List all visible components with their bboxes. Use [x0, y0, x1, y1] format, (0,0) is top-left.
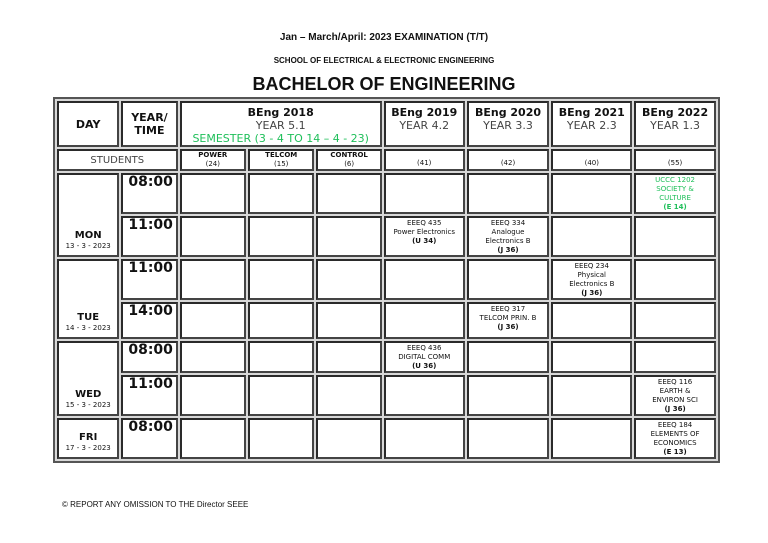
exam-line: CULTURE	[659, 194, 691, 202]
exam-room: (J 36)	[497, 323, 519, 331]
student-count: (15)	[274, 160, 289, 168]
time-cell: 08:00	[121, 173, 177, 214]
student-count: (42)	[500, 158, 516, 167]
student-group: CONTROL	[330, 151, 368, 159]
program-name: BEng 2021	[558, 106, 625, 119]
empty-cell	[248, 173, 314, 214]
exam-cell	[467, 216, 550, 257]
students-row	[57, 149, 716, 171]
timetable-row	[57, 173, 716, 214]
program-name: BEng 2020	[474, 106, 542, 119]
student-group: POWER	[198, 151, 228, 159]
empty-cell	[551, 173, 632, 214]
empty-cell	[316, 418, 381, 459]
empty-cell	[316, 173, 381, 214]
timetable-row	[57, 259, 716, 300]
time-cell: 14:00	[121, 302, 177, 339]
time-cell: 08:00	[121, 418, 177, 459]
day-cell	[57, 173, 119, 257]
header-row	[57, 101, 716, 147]
day-cell	[57, 341, 119, 416]
empty-cell	[467, 173, 550, 214]
exam-line: Electronics B	[569, 280, 615, 288]
empty-cell	[551, 418, 632, 459]
students-count-cell	[634, 149, 716, 171]
day-cell	[57, 418, 119, 459]
empty-cell	[316, 259, 381, 300]
exam-line: ELEMENTS OF	[650, 430, 700, 438]
exam-line: ENVIRON SCI	[652, 396, 698, 404]
school-heading: SCHOOL OF ELECTRICAL & ELECTRONIC ENGINEERING	[273, 56, 495, 65]
empty-cell	[248, 375, 314, 416]
exam-cell	[384, 341, 465, 373]
day-name: FRI	[79, 432, 98, 443]
empty-cell	[634, 216, 716, 257]
program-name: BEng 2019	[391, 106, 458, 119]
program-year: YEAR 5.1	[255, 119, 306, 132]
empty-cell	[180, 216, 246, 257]
exam-line: EEEQ 184	[657, 421, 693, 429]
program-header	[551, 101, 632, 147]
student-count: (41)	[417, 158, 432, 167]
student-group: TELCOM	[265, 151, 298, 159]
day-date: 17 - 3 - 2023	[65, 444, 111, 452]
timetable-row	[57, 418, 716, 459]
program-header	[180, 101, 382, 147]
empty-cell	[248, 216, 314, 257]
empty-cell	[248, 341, 314, 373]
program-header	[384, 101, 465, 147]
empty-cell	[316, 216, 381, 257]
empty-cell	[467, 418, 550, 459]
program-name: BEng 2018	[247, 106, 314, 119]
empty-cell	[467, 375, 550, 416]
program-year: YEAR 1.3	[650, 119, 700, 132]
exam-room: (J 36)	[497, 246, 519, 254]
timetable-row	[57, 302, 716, 339]
exam-room: (E 14)	[663, 203, 687, 211]
students-count-cell	[316, 149, 381, 171]
exam-timetable	[53, 97, 720, 463]
day-date: 13 - 3 - 2023	[65, 242, 111, 250]
empty-cell	[634, 259, 716, 300]
students-count-cell	[180, 149, 246, 171]
empty-cell	[180, 375, 246, 416]
empty-cell	[248, 418, 314, 459]
exam-room: (J 36)	[664, 405, 686, 413]
time-cell: 11:00	[121, 216, 177, 257]
exam-line: Power Electronics	[393, 228, 455, 236]
empty-cell	[551, 216, 632, 257]
exam-room: (E 13)	[663, 448, 687, 456]
exam-line: Analogue	[491, 228, 525, 236]
exam-line: UCCC 1202	[655, 176, 695, 184]
students-count-cell	[248, 149, 314, 171]
day-date: 15 - 3 - 2023	[65, 401, 111, 409]
exam-cell	[384, 216, 465, 257]
empty-cell	[180, 173, 246, 214]
empty-cell	[180, 302, 246, 339]
student-count: (6)	[344, 160, 355, 168]
day-name: TUE	[77, 312, 100, 323]
empty-cell	[248, 302, 314, 339]
students-count-cell	[467, 149, 550, 171]
timetable-row	[57, 341, 716, 373]
day-name: WED	[75, 389, 102, 400]
exam-cell	[634, 173, 716, 214]
students-count-cell	[551, 149, 632, 171]
exam-line: TELCOM PRIN. B	[479, 314, 537, 322]
exam-line: Electronics B	[485, 237, 531, 245]
empty-cell	[384, 302, 465, 339]
empty-cell	[634, 302, 716, 339]
exam-line: ECONOMICS	[653, 439, 697, 447]
empty-cell	[634, 341, 716, 373]
empty-cell	[248, 259, 314, 300]
time-cell: 11:00	[121, 259, 177, 300]
empty-cell	[551, 375, 632, 416]
exam-room: (U 36)	[412, 362, 437, 370]
exam-line: EEEQ 334	[490, 219, 526, 227]
day-date: 14 - 3 - 2023	[65, 324, 111, 332]
empty-cell	[384, 259, 465, 300]
exam-cell	[551, 259, 632, 300]
page-title: BACHELOR OF ENGINEERING	[252, 74, 516, 94]
student-count: (40)	[584, 158, 599, 167]
program-year: YEAR 4.2	[399, 119, 450, 132]
empty-cell	[384, 375, 465, 416]
empty-cell	[551, 341, 632, 373]
exam-room: (U 34)	[412, 237, 437, 245]
exam-line: SOCIETY &	[656, 185, 694, 193]
student-count: (55)	[667, 158, 683, 167]
exam-cell	[467, 302, 550, 339]
program-header	[467, 101, 550, 147]
program-year: YEAR 2.3	[566, 119, 617, 132]
exam-line: Physical	[577, 271, 607, 279]
empty-cell	[180, 418, 246, 459]
empty-cell	[316, 302, 381, 339]
exam-cell	[634, 375, 716, 416]
exam-line: EARTH &	[659, 387, 691, 395]
empty-cell	[551, 302, 632, 339]
exam-period-heading: Jan – March/April: 2023 EXAMINATION (T/T)	[279, 32, 489, 43]
empty-cell	[180, 341, 246, 373]
timetable-row	[57, 216, 716, 257]
exam-line: EEEQ 435	[407, 219, 442, 227]
semester-note: SEMESTER (3 - 4 TO 14 – 4 - 23)	[192, 132, 369, 145]
day-name: MON	[74, 230, 102, 241]
students-count-cell	[384, 149, 465, 171]
empty-cell	[384, 173, 465, 214]
time-header: YEAR/ TIME	[121, 101, 177, 147]
timetable-row	[57, 375, 716, 416]
exam-cell	[634, 418, 716, 459]
student-count: (24)	[205, 160, 220, 168]
empty-cell	[384, 418, 465, 459]
exam-line: EEEQ 317	[490, 305, 526, 313]
footer-note: © REPORT ANY OMISSION TO THE Director SEEE	[62, 500, 249, 509]
exam-room: (J 36)	[581, 289, 603, 297]
day-cell	[57, 259, 119, 339]
day-header: DAY	[57, 101, 119, 147]
empty-cell	[467, 259, 550, 300]
time-cell: 08:00	[121, 341, 177, 373]
program-year: YEAR 3.3	[483, 119, 533, 132]
program-header	[634, 101, 716, 147]
empty-cell	[180, 259, 246, 300]
empty-cell	[316, 375, 381, 416]
program-name: BEng 2022	[642, 106, 709, 119]
exam-line: DIGITAL COMM	[398, 353, 451, 361]
exam-line: EEEQ 436	[407, 344, 442, 352]
empty-cell	[316, 341, 381, 373]
exam-line: EEEQ 234	[574, 262, 609, 270]
exam-line: EEEQ 116	[657, 378, 693, 386]
empty-cell	[467, 341, 550, 373]
students-label: STUDENTS	[57, 149, 178, 171]
time-cell: 11:00	[121, 375, 177, 416]
